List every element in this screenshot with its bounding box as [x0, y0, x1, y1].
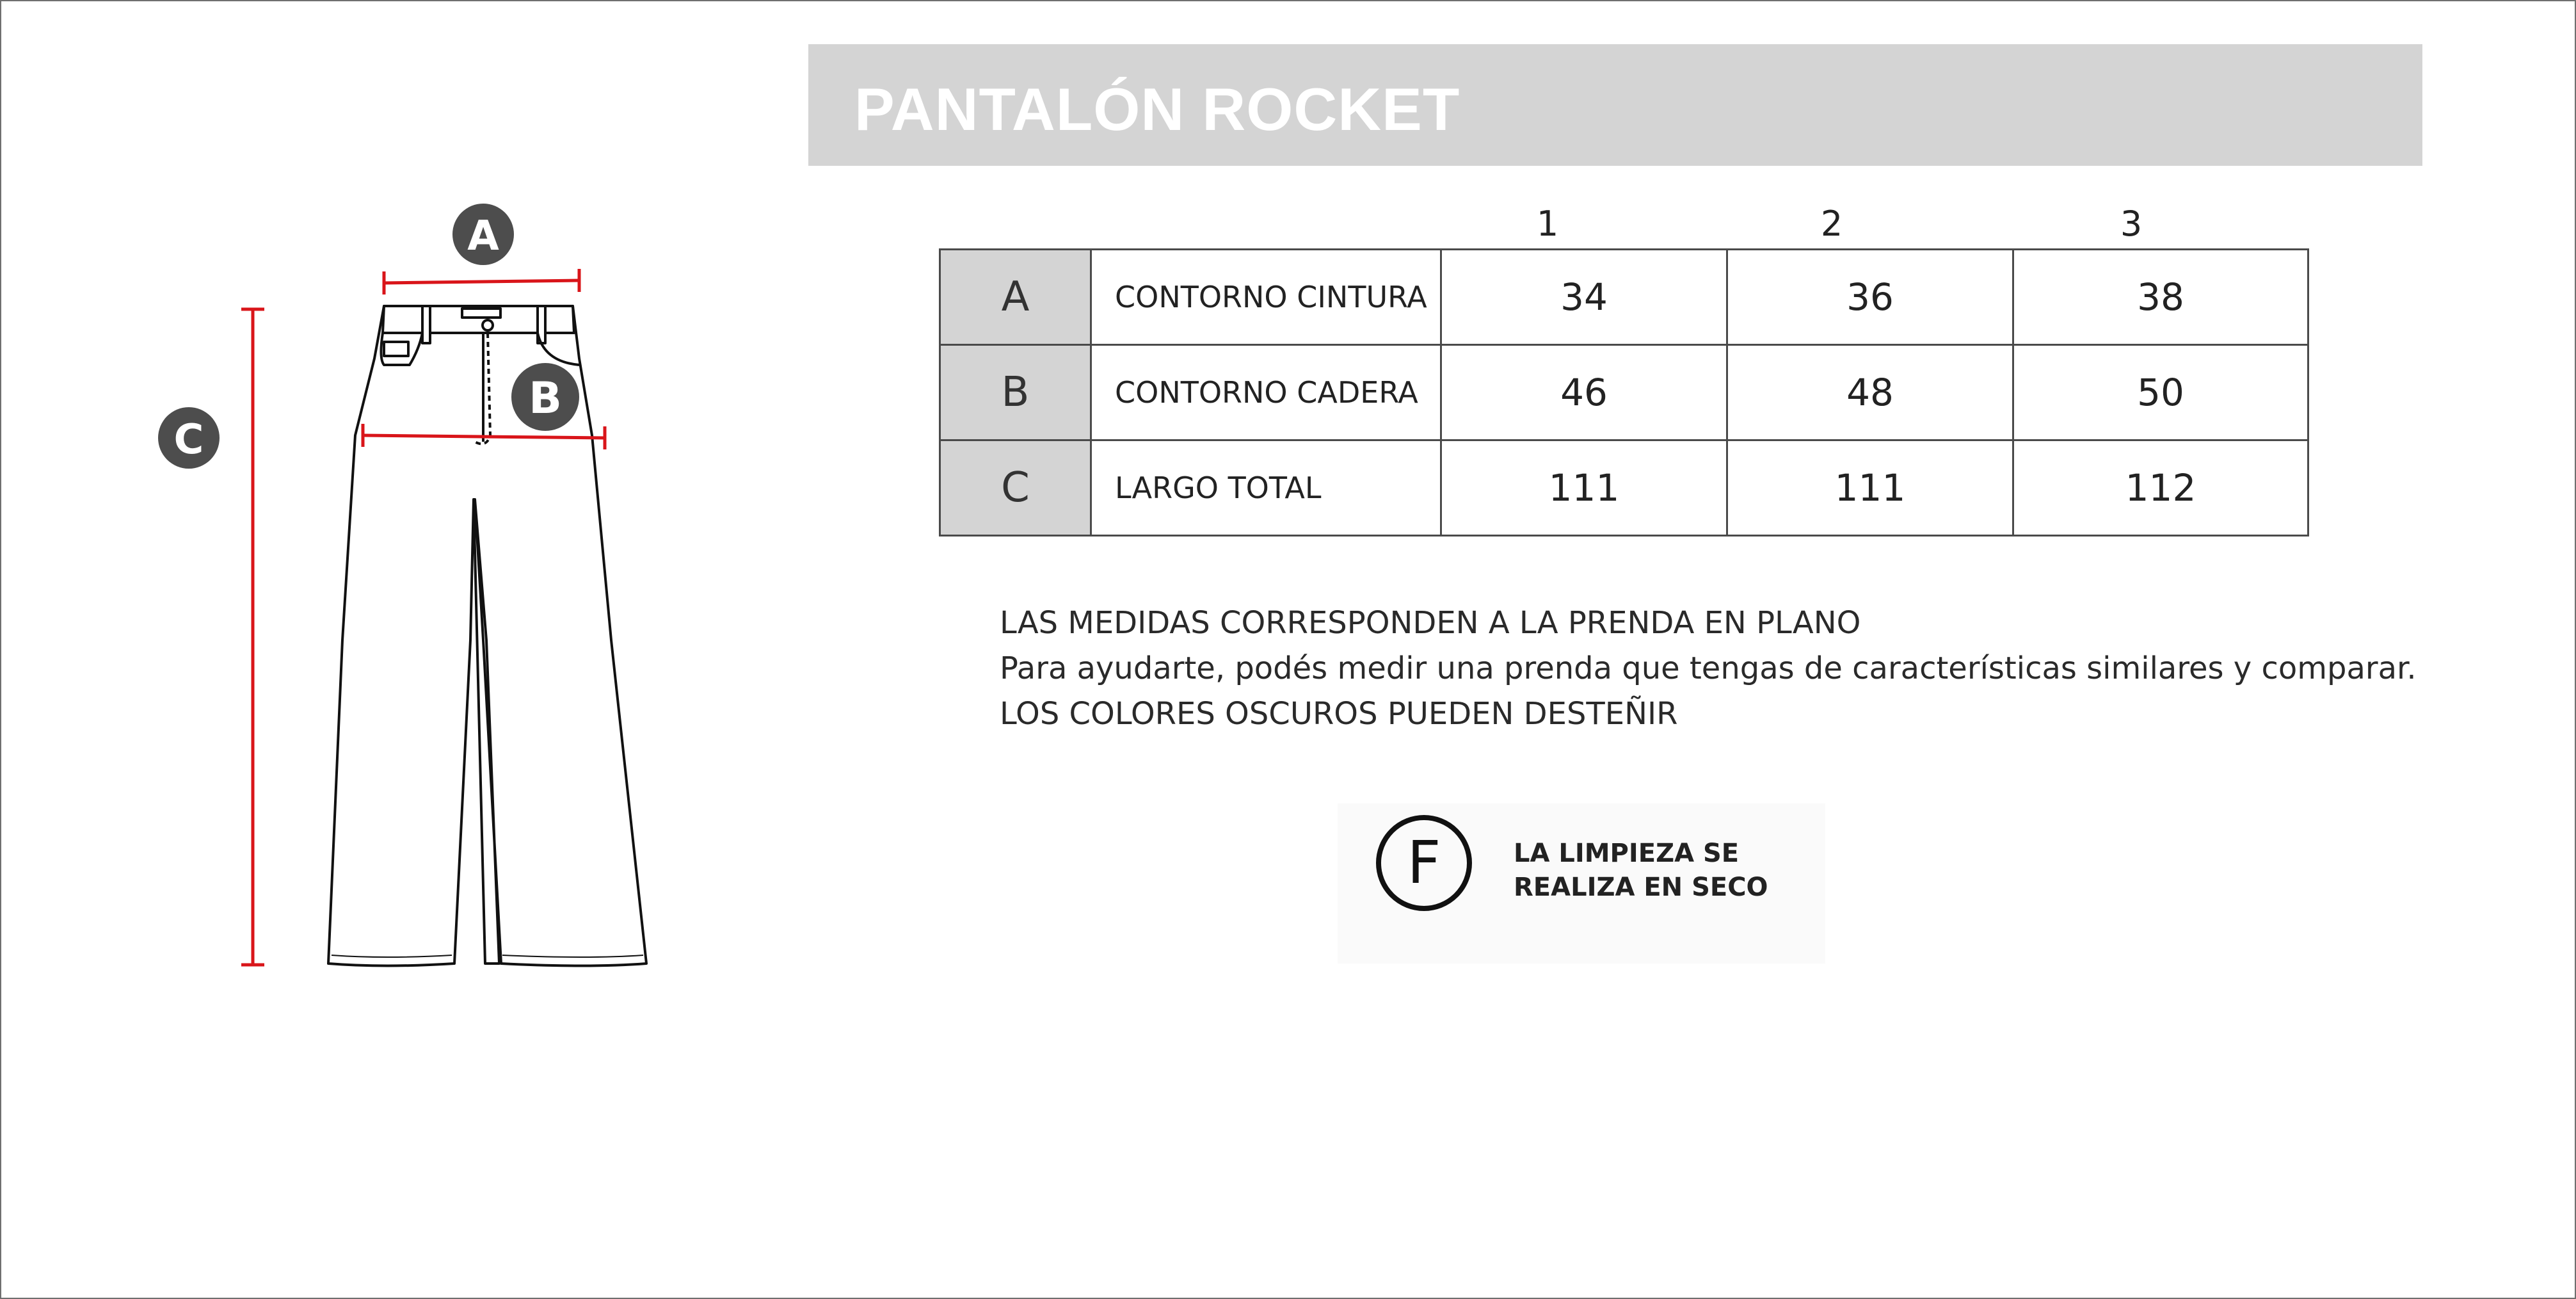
table-cell: 50	[2013, 345, 2308, 440]
table-cell: 111	[1441, 440, 1727, 536]
table-cell: 34	[1441, 250, 1727, 345]
note-line: Para ayudarte, podés medir una prenda que tengas de características similares y comparar.	[1000, 650, 2417, 686]
row-label: CONTORNO CINTURA	[1091, 250, 1441, 345]
size-header-1: 1	[1536, 204, 1559, 244]
table-cell: 112	[2013, 440, 2308, 536]
page-title: PANTALÓN ROCKET	[854, 76, 1460, 143]
note-line: LOS COLORES OSCUROS PUEDEN DESTEÑIR	[1000, 696, 1678, 732]
note-line: LAS MEDIDAS CORRESPONDEN A LA PRENDA EN PLANO	[1000, 605, 1861, 641]
size-headers	[0, 204, 2576, 248]
row-letter: B	[940, 345, 1091, 440]
table-row	[940, 345, 2308, 440]
table-cell: 48	[1727, 345, 2013, 440]
size-header-2: 2	[1820, 204, 1843, 244]
table-cell: 38	[2013, 250, 2308, 345]
table-cell: 36	[1727, 250, 2013, 345]
care-text	[1514, 837, 1768, 905]
care-line: REALIZA EN SECO	[1514, 873, 1768, 902]
table-row	[940, 250, 2308, 345]
badge-c	[158, 407, 220, 469]
care-instruction	[1338, 803, 1825, 964]
table-cell: 111	[1727, 440, 2013, 536]
svg-text:C: C	[173, 416, 204, 464]
badge-b	[511, 363, 579, 431]
title-bar	[808, 44, 2422, 166]
pants-drawing	[328, 306, 646, 966]
table-row	[940, 440, 2308, 536]
notes	[1000, 601, 2417, 737]
size-header-3: 3	[2120, 204, 2143, 244]
measure-line-length	[241, 309, 264, 965]
measure-line-waist	[384, 269, 579, 294]
svg-text:B: B	[529, 373, 562, 424]
trousers-illustration	[0, 0, 768, 1024]
row-letter: C	[940, 440, 1091, 536]
size-table	[939, 248, 2309, 537]
svg-text:A: A	[467, 213, 499, 260]
row-letter: A	[940, 250, 1091, 345]
row-label: CONTORNO CADERA	[1091, 345, 1441, 440]
dry-clean-f-icon: F	[1376, 815, 1472, 911]
row-label: LARGO TOTAL	[1091, 440, 1441, 536]
table-cell: 46	[1441, 345, 1727, 440]
care-line: LA LIMPIEZA SE	[1514, 839, 1740, 868]
